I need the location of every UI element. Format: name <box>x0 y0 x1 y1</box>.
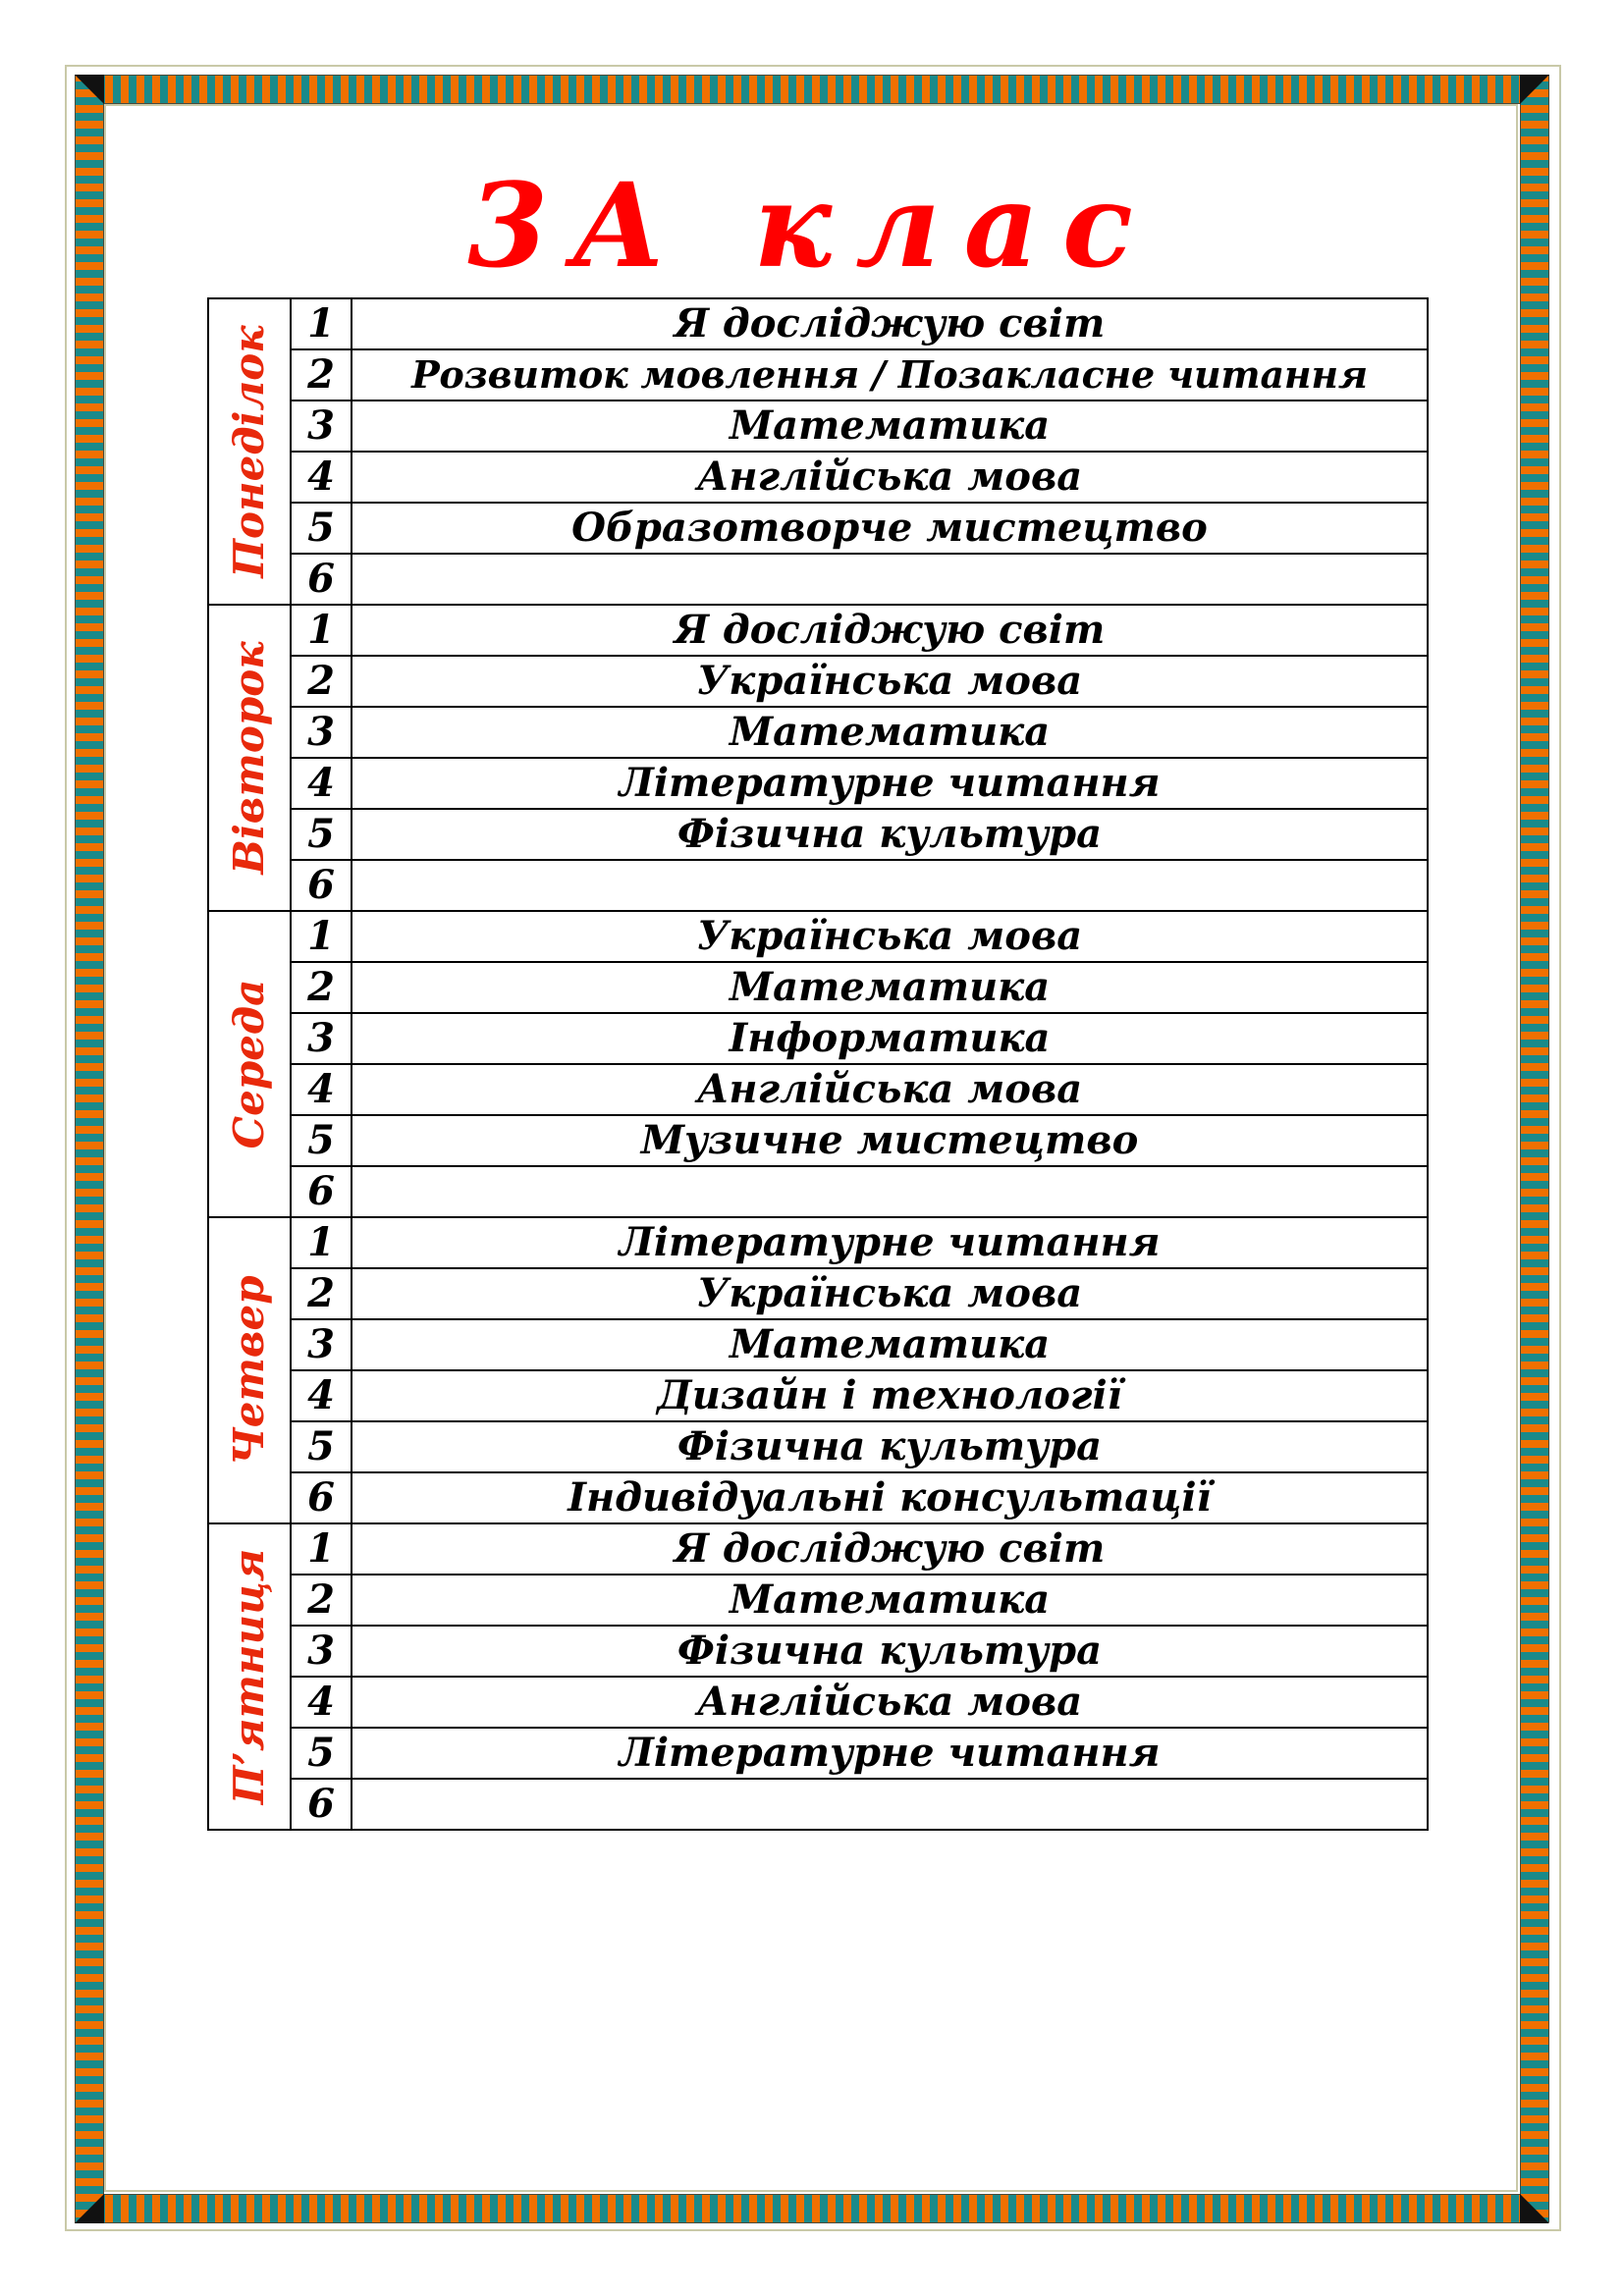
lesson-subject: Фізична культура <box>352 809 1428 860</box>
lesson-subject: Літературне читання <box>352 1728 1428 1779</box>
lesson-number: 2 <box>291 349 352 400</box>
lesson-subject: Математика <box>352 1319 1428 1370</box>
day-label: Вівторок <box>225 641 273 875</box>
table-row <box>208 503 1428 554</box>
day-label: П’ятниця <box>225 1548 273 1805</box>
lesson-number: 3 <box>291 707 352 758</box>
table-row <box>208 962 1428 1013</box>
table-row <box>208 1115 1428 1166</box>
lesson-subject: Англійська мова <box>352 1064 1428 1115</box>
lesson-number: 2 <box>291 962 352 1013</box>
decorative-border-bottom <box>75 2194 1547 2223</box>
lesson-subject: Індивідуальні консультації <box>352 1472 1428 1523</box>
table-row <box>208 1370 1428 1421</box>
decorative-border-top <box>75 75 1547 104</box>
lesson-number: 3 <box>291 1319 352 1370</box>
table-row <box>208 1575 1428 1626</box>
lesson-subject: Я досліджую світ <box>352 605 1428 656</box>
table-row <box>208 1677 1428 1728</box>
lesson-subject: Інформатика <box>352 1013 1428 1064</box>
lesson-number: 4 <box>291 758 352 809</box>
lesson-subject: Я досліджую світ <box>352 1523 1428 1575</box>
day-cell <box>208 911 291 1217</box>
lesson-number: 6 <box>291 1779 352 1830</box>
lesson-subject: Літературне читання <box>352 758 1428 809</box>
lesson-number: 1 <box>291 911 352 962</box>
lesson-subject: Математика <box>352 400 1428 452</box>
lesson-number: 5 <box>291 1728 352 1779</box>
table-row <box>208 1728 1428 1779</box>
lesson-number: 1 <box>291 298 352 349</box>
table-row <box>208 1268 1428 1319</box>
table-row <box>208 298 1428 349</box>
lesson-number: 5 <box>291 503 352 554</box>
table-row <box>208 707 1428 758</box>
table-row <box>208 400 1428 452</box>
lesson-subject: Образотворче мистецтво <box>352 503 1428 554</box>
lesson-subject <box>352 1779 1428 1830</box>
schedule-table <box>207 297 1429 1831</box>
lesson-subject: Українська мова <box>352 911 1428 962</box>
lesson-subject: Літературне читання <box>352 1217 1428 1268</box>
lesson-number: 1 <box>291 1217 352 1268</box>
table-row <box>208 860 1428 911</box>
table-row <box>208 554 1428 605</box>
lesson-number: 5 <box>291 1115 352 1166</box>
lesson-subject <box>352 1166 1428 1217</box>
page-title: 3А клас <box>467 157 1157 294</box>
lesson-number: 3 <box>291 1013 352 1064</box>
table-row <box>208 1166 1428 1217</box>
table-row <box>208 656 1428 707</box>
lesson-subject: Фізична культура <box>352 1421 1428 1472</box>
day-cell <box>208 298 291 605</box>
lesson-subject: Дизайн і технології <box>352 1370 1428 1421</box>
day-label: Четвер <box>225 1275 273 1466</box>
table-row <box>208 1626 1428 1677</box>
table-row <box>208 605 1428 656</box>
table-row <box>208 809 1428 860</box>
lesson-number: 6 <box>291 1472 352 1523</box>
lesson-number: 2 <box>291 656 352 707</box>
table-row <box>208 1472 1428 1523</box>
lesson-number: 2 <box>291 1268 352 1319</box>
day-label: Середа <box>225 979 273 1149</box>
table-row <box>208 1523 1428 1575</box>
table-row <box>208 1421 1428 1472</box>
lesson-subject: Англійська мова <box>352 452 1428 503</box>
lesson-number: 4 <box>291 1677 352 1728</box>
table-row <box>208 1217 1428 1268</box>
lesson-number: 1 <box>291 1523 352 1575</box>
table-row <box>208 1319 1428 1370</box>
lesson-subject: Українська мова <box>352 1268 1428 1319</box>
lesson-subject: Математика <box>352 707 1428 758</box>
lesson-subject: Англійська мова <box>352 1677 1428 1728</box>
decorative-border-right <box>1520 75 1549 2222</box>
lesson-number: 4 <box>291 1370 352 1421</box>
table-row <box>208 452 1428 503</box>
lesson-subject: Українська мова <box>352 656 1428 707</box>
table-row <box>208 1013 1428 1064</box>
day-cell <box>208 1217 291 1523</box>
table-row <box>208 349 1428 400</box>
lesson-number: 1 <box>291 605 352 656</box>
lesson-number: 5 <box>291 1421 352 1472</box>
lesson-subject: Фізична культура <box>352 1626 1428 1677</box>
lesson-number: 6 <box>291 554 352 605</box>
lesson-number: 3 <box>291 1626 352 1677</box>
lesson-number: 2 <box>291 1575 352 1626</box>
lesson-subject: Математика <box>352 962 1428 1013</box>
table-row <box>208 1064 1428 1115</box>
lesson-number: 6 <box>291 1166 352 1217</box>
lesson-subject: Математика <box>352 1575 1428 1626</box>
day-cell <box>208 1523 291 1830</box>
lesson-number: 6 <box>291 860 352 911</box>
lesson-number: 3 <box>291 400 352 452</box>
lesson-subject <box>352 554 1428 605</box>
table-row <box>208 758 1428 809</box>
day-label: Понеділок <box>225 325 273 578</box>
decorative-border-left <box>75 75 104 2222</box>
lesson-subject <box>352 860 1428 911</box>
lesson-number: 4 <box>291 452 352 503</box>
table-row <box>208 1779 1428 1830</box>
lesson-number: 5 <box>291 809 352 860</box>
lesson-subject: Я досліджую світ <box>352 298 1428 349</box>
table-row <box>208 911 1428 962</box>
day-cell <box>208 605 291 911</box>
lesson-subject: Розвиток мовлення / Позакласне читання <box>352 349 1428 400</box>
lesson-subject: Музичне мистецтво <box>352 1115 1428 1166</box>
lesson-number: 4 <box>291 1064 352 1115</box>
